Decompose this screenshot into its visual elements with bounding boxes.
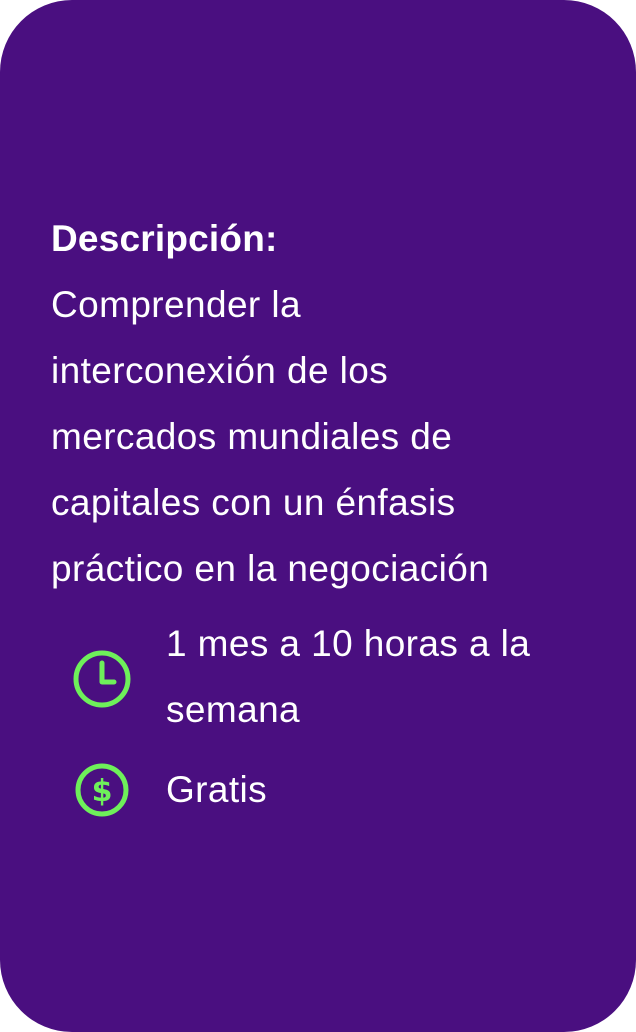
svg-text:$: $ [91,774,113,809]
description-heading: Descripción: [51,218,278,259]
description-line: Comprender la [51,284,301,325]
description-line: capitales con un énfasis [51,482,456,523]
description-text [51,272,591,602]
clock-icon [72,649,132,709]
price-label: Gratis [166,769,268,810]
duration-line: semana [166,689,301,730]
dollar-icon [72,760,132,820]
price-row [72,757,586,823]
duration-row [72,611,586,743]
description-line: mercados mundiales de [51,416,453,457]
duration-line: 1 mes a 10 horas a la [166,623,531,664]
description-line: interconexión de los [51,350,389,391]
description-line: práctico en la negociación [51,548,490,589]
duration-text [166,611,586,743]
